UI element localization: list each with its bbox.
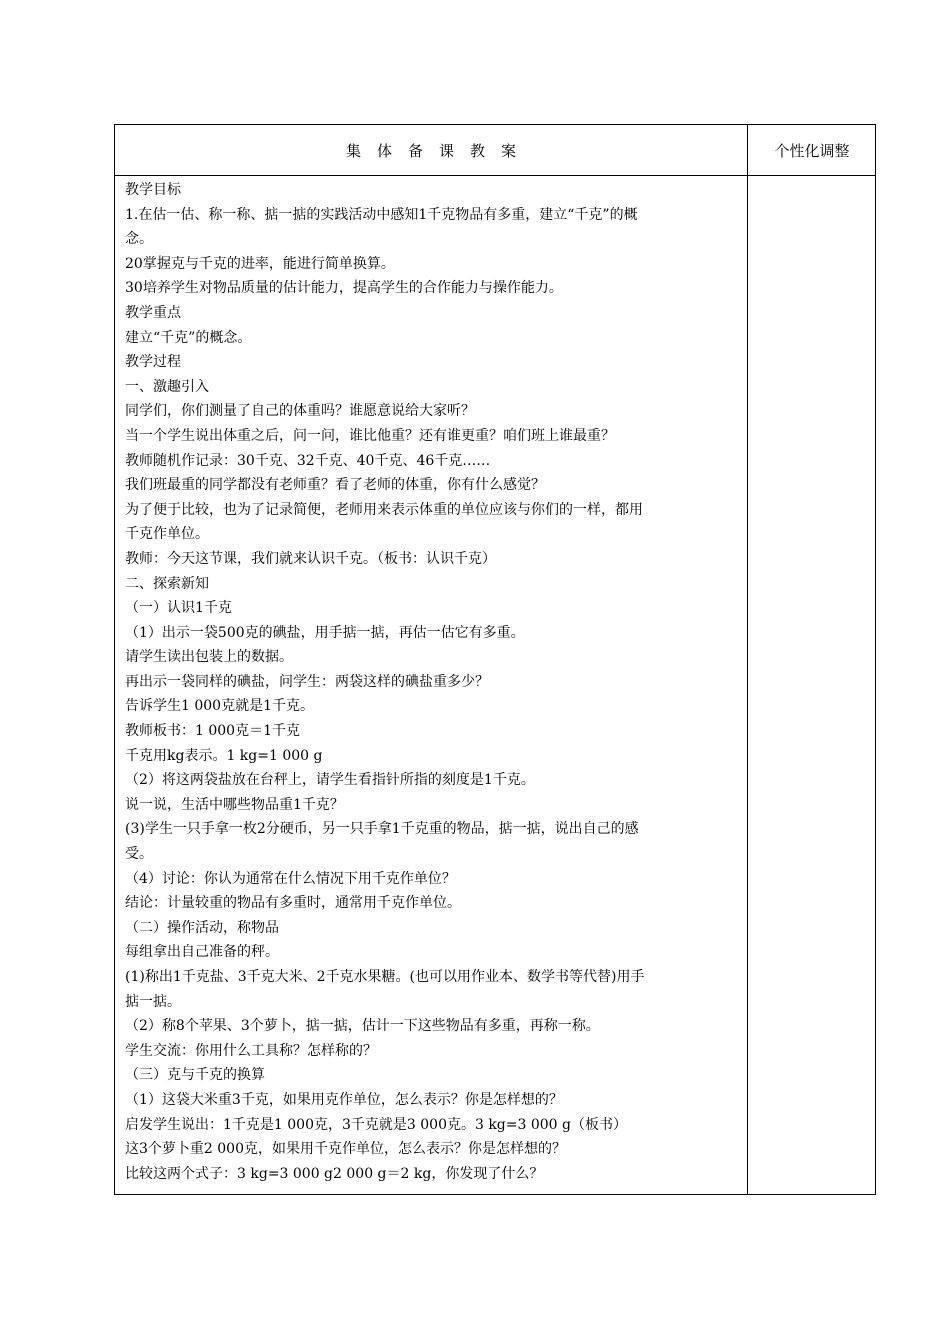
content-line: （二）操作活动，称物品 [125, 919, 279, 936]
content-line: 学生交流：你用什么工具称？怎样称的？ [125, 1042, 377, 1059]
content-line: 比较这两个式子：3 kg=3 000 g2 000 g＝2 kg，你发现了什么？ [125, 1165, 544, 1182]
content-line: 为了便于比较，也为了记录简便，老师用来表示体重的单位应该与你们的一样，都用 [125, 501, 643, 518]
content-line: 20掌握克与千克的进率，能进行简单换算。 [125, 255, 395, 272]
title-char: 体 [376, 141, 392, 160]
content-line: 1.在估一估、称一称、掂一掂的实践活动中感知1千克物品有多重，建立“千克”的概 [125, 206, 638, 223]
content-line: 启发学生说出：1千克是1 000克，3千克就是3 000克。3 kg=3 000 g（板书） [125, 1116, 627, 1133]
content-line: 告诉学生1 000克就是1千克。 [125, 698, 314, 715]
content-line: (1)称出1千克盐、3千克大米、2千克水果糖。(也可以用作业本、数学书等代替)用手 [125, 969, 645, 985]
content-line: （一）认识1千克 [125, 600, 232, 617]
content-line: 教学过程 [125, 354, 181, 371]
lesson-content [125, 178, 739, 1186]
content-line: （2）将这两袋盐放在台秤上，请学生看指针所指的刻度是1千克。 [125, 772, 535, 789]
content-line: 这3个萝卜重2 000克，如果用千克作单位，怎么表示？你是怎样想的？ [125, 1141, 566, 1158]
content-line: 教学目标 [125, 182, 181, 198]
content-line: 受。 [125, 846, 153, 863]
table-header-adjustment: 个性化调整 [774, 141, 850, 160]
content-line: （1）这袋大米重3千克，如果用克作单位，怎么表示？你是怎样想的？ [125, 1091, 563, 1108]
content-line: 30培养学生对物品质量的估计能力，提高学生的合作能力与操作能力。 [125, 280, 563, 297]
content-line: (3)学生一只手拿一枚2分硬币，另一只手拿1千克重的物品，掂一掂，说出自己的感 [125, 821, 639, 838]
content-line: 结论：计量较重的物品有多重时，通常用千克作单位。 [125, 895, 461, 912]
content-line: （三）克与千克的换算 [125, 1067, 265, 1084]
content-line: 请学生读出包装上的数据。 [125, 649, 293, 666]
content-line: 说一说，生活中哪些物品重1千克？ [125, 796, 344, 813]
content-line: 每组拿出自己准备的秤。 [125, 944, 279, 961]
content-line: 教师随机作记录：30千克、32千克、40千克、46千克…… [125, 452, 491, 469]
title-char: 备 [407, 141, 423, 160]
content-line: 再出示一袋同样的碘盐，问学生：两袋这样的碘盐重多少？ [125, 673, 489, 690]
row-divider [115, 175, 875, 176]
content-line: 教学重点 [125, 304, 181, 321]
content-line: 念。 [125, 231, 153, 248]
title-char: 教 [470, 141, 486, 160]
content-line: 千克作单位。 [125, 526, 209, 543]
table-header-title [115, 125, 747, 175]
content-line: （1）出示一袋500克的碘盐，用手掂一掂，再估一估它有多重。 [125, 624, 525, 641]
content-line: （2）称8个苹果、3个萝卜，掂一掂，估计一下这些物品有多重，再称一称。 [125, 1018, 600, 1035]
content-line: 掂一掂。 [125, 993, 181, 1010]
content-line: 千克用kg表示。1 kg=1 000 g [125, 747, 323, 764]
content-line: 我们班最重的同学都没有老师重？看了老师的体重，你有什么感觉？ [125, 477, 545, 494]
column-divider [747, 125, 748, 1194]
lesson-plan-table [114, 124, 876, 1195]
content-line: 当一个学生说出体重之后，问一问，谁比他重？还有谁更重？咱们班上谁最重？ [125, 427, 615, 444]
title-char: 案 [501, 141, 517, 160]
content-line: 同学们，你们测量了自己的体重吗？谁愿意说给大家听？ [125, 403, 475, 420]
content-line: （4）讨论：你认为通常在什么情况下用千克作单位？ [125, 870, 456, 887]
content-line: 建立“千克”的概念。 [125, 329, 252, 346]
content-line: 教师板书：1 000克＝1千克 [125, 723, 300, 740]
title-char: 课 [439, 141, 455, 160]
content-line: 教师：今天这节课，我们就来认识千克。（板书：认识千克） [125, 550, 496, 567]
title-char: 集 [345, 141, 361, 160]
content-line: 一、激趣引入 [125, 378, 209, 395]
content-line: 二、探索新知 [125, 575, 209, 592]
